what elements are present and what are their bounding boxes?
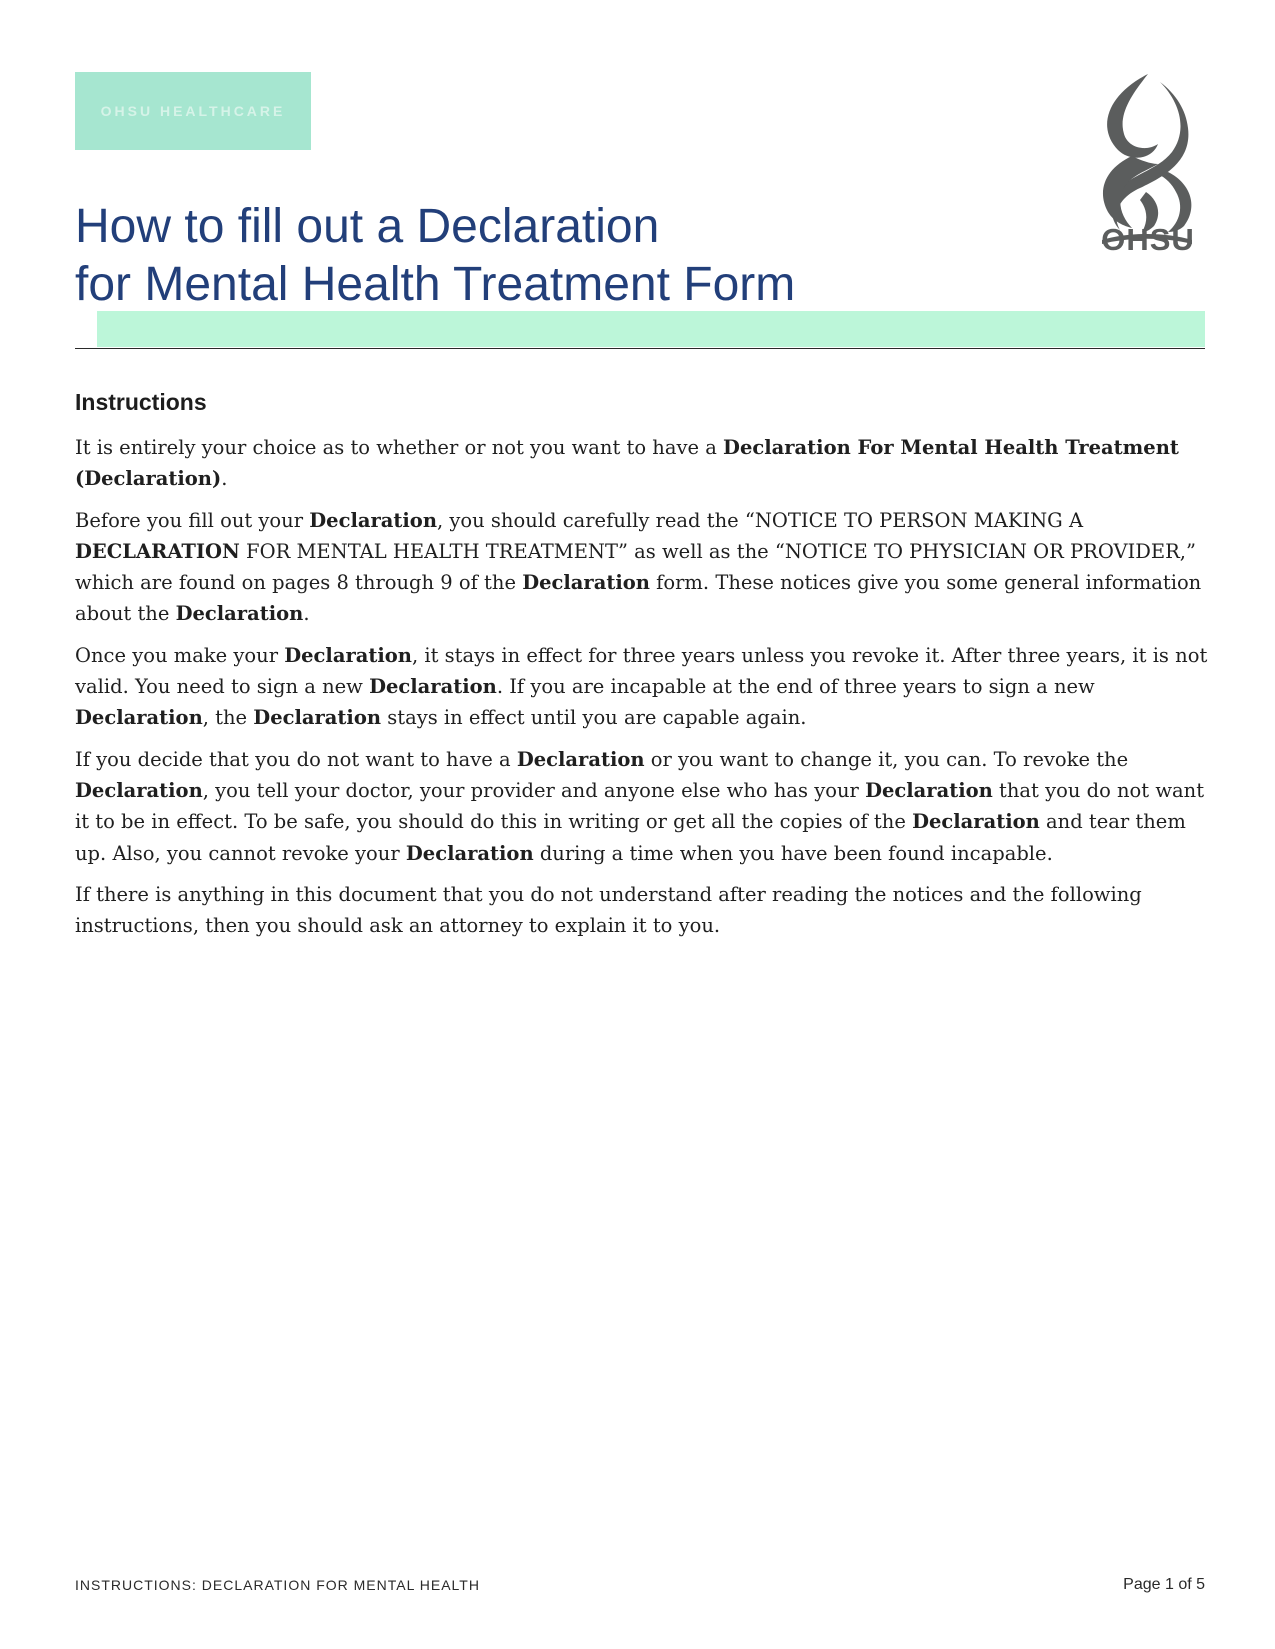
paragraph-text: Once you make your: [75, 643, 285, 667]
bold-term: Declaration: [405, 841, 534, 865]
bold-term: Declaration: [75, 778, 203, 802]
page-title-line-2: for Mental Health Treatment Form: [75, 258, 796, 311]
title-divider: [75, 348, 1205, 349]
paragraph-text: .: [303, 602, 310, 626]
bold-term: DECLARATION: [75, 539, 240, 563]
bold-term: Declaration: [253, 706, 382, 730]
instruction-paragraph: [75, 432, 1215, 495]
paragraph-text: form. These notices give you some general information about the: [75, 571, 1202, 626]
bold-term: Declaration: [75, 706, 203, 730]
paragraph-text: stays in effect until you are capable again.: [381, 706, 807, 730]
footer-page-number: Page 1 of 5: [1123, 1576, 1205, 1593]
bold-term: Declaration: [309, 508, 437, 532]
bold-term: Declaration: [284, 643, 412, 667]
paragraph-text: It is entirely your choice as to whether or not you want to have a: [75, 436, 724, 459]
paragraph-text: If you decide that you do not want to have a: [75, 747, 517, 771]
bold-term: Declaration: [865, 778, 993, 802]
instruction-paragraph: [75, 505, 1215, 630]
section-heading: Instructions: [75, 389, 207, 415]
page-title-line-1: How to fill out a Declaration: [75, 200, 660, 253]
instructions-body: [75, 432, 1215, 951]
page-title: [75, 198, 795, 314]
paragraph-text: or you want to change it, you can. To revoke the: [644, 747, 1129, 771]
instruction-paragraph: [75, 640, 1215, 734]
paragraph-text: If there is anything in this document that you do not understand after reading the notices and the following instructions, then you should ask an attorney to explain it to you.: [75, 882, 1142, 938]
paragraph-text: FOR MENTAL HEALTH TREATMENT” as well as the “NOTICE TO PHYSICIAN OR PROVIDER,” which are found on pages 8 through 9 of the: [75, 539, 1196, 595]
paragraph-text: Before you fill out your: [75, 508, 310, 532]
paragraph-text: and tear them up. Also, you cannot revoke your: [75, 810, 1186, 865]
paragraph-text: , you tell your doctor, your provider and anyone else who has your: [202, 778, 866, 802]
bold-term: Declaration: [522, 571, 650, 595]
ohsu-logo-text: OHSU: [1101, 222, 1195, 257]
header-tag: [75, 72, 311, 150]
footer-document-title: INSTRUCTIONS: DECLARATION FOR MENTAL HEALTH: [75, 1577, 480, 1593]
paragraph-text: , the: [202, 706, 254, 730]
bold-term: Declaration: [175, 602, 304, 626]
title-highlight-band: [97, 311, 1205, 347]
bold-term: Declaration: [912, 810, 1040, 834]
paragraph-text: . If you are incapable at the end of three years to sign a new: [496, 675, 1095, 699]
paragraph-text: , it stays in effect for three years unless you revoke it. After three years, it is not valid. You need to sign a new: [75, 643, 1208, 699]
bold-term: Declaration: [516, 747, 645, 771]
paragraph-text: , you should carefully read the “NOTICE TO PERSON MAKING A: [437, 508, 1084, 532]
bold-term: Declaration For Mental Health Treatment (Declaration): [75, 436, 1179, 491]
instruction-paragraph: [75, 879, 1215, 942]
paragraph-text: during a time when you have been found incapable.: [533, 841, 1053, 865]
paragraph-text: that you do not want it to be in effect. To be safe, you should do this in writing or get all the copies of the: [75, 778, 1205, 834]
bold-term: Declaration: [369, 675, 497, 699]
instruction-paragraph: [75, 744, 1215, 869]
paragraph-text: .: [221, 467, 228, 491]
header-tag-label: OHSU HEALTHCARE: [100, 103, 286, 119]
